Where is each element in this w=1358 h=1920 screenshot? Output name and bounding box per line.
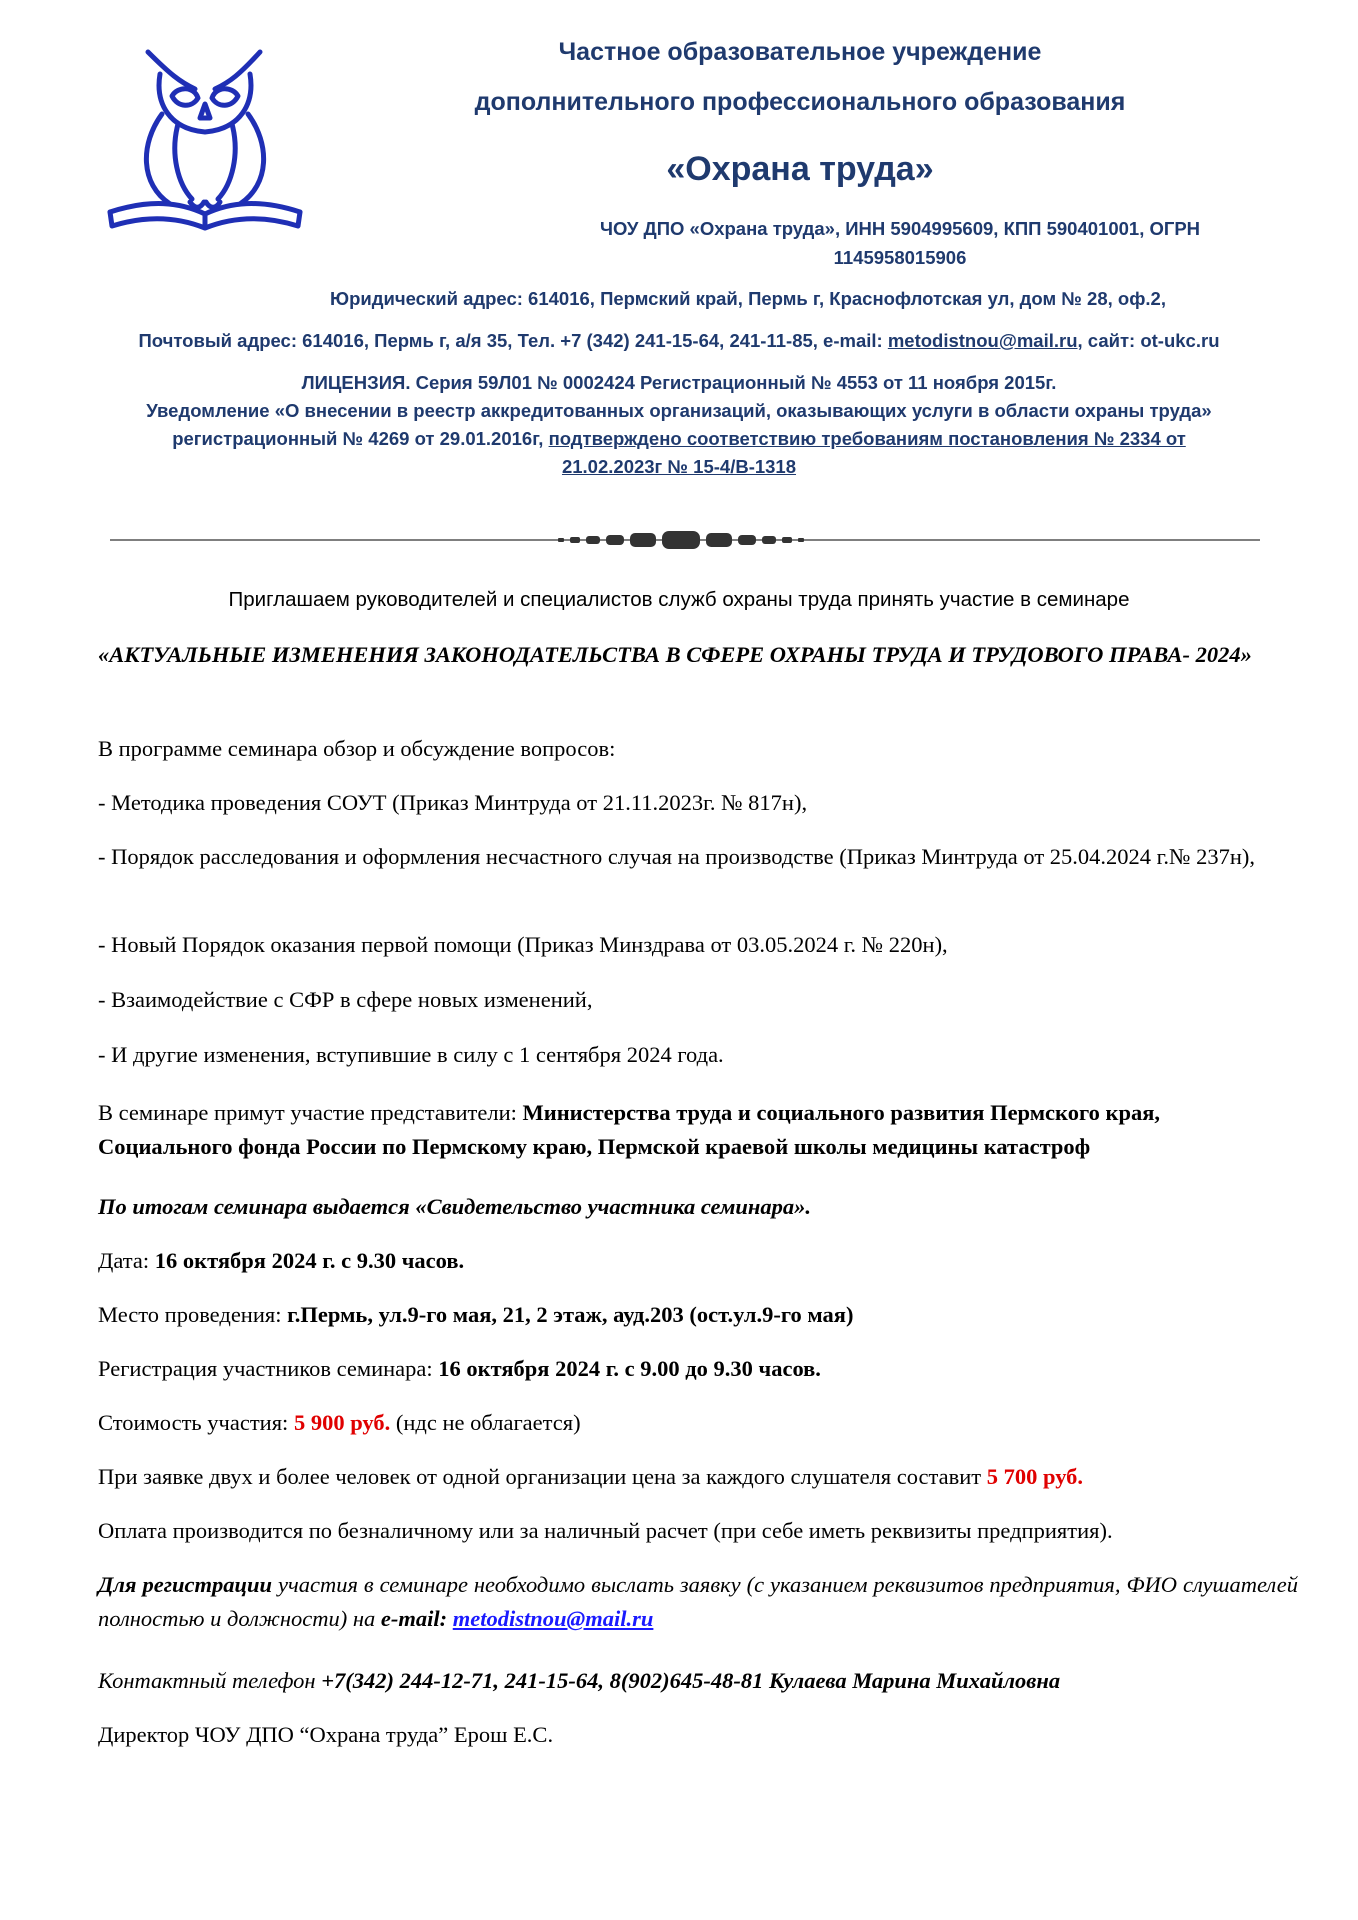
cost-suffix: (ндс не облагается)	[390, 1410, 581, 1435]
date-label: Дата:	[98, 1248, 155, 1273]
registration-label: Регистрация участников семинара:	[98, 1356, 439, 1381]
license-line1: ЛИЦЕНЗИЯ. Серия 59Л01 № 0002424 Регистрационный № 4553 от 11 ноября 2015г.	[301, 372, 1057, 393]
license-line3-text: регистрационный № 4269 от 29.01.2016г,	[172, 428, 549, 449]
org-name: «Охрана труда»	[666, 150, 934, 188]
license-line2: Уведомление «О внесении в реестр аккредитованных организаций, оказывающих услуги в области охраны труда»	[146, 400, 1212, 421]
registration-value: 16 октября 2024 г. с 9.00 до 9.30 часов.	[438, 1356, 821, 1381]
org-title-line1: Частное образовательное учреждение	[558, 38, 1042, 66]
postal-address-text: Почтовый адрес: 614016, Пермь г, а/я 35, Тел. +7 (342) 241-15-64, 241-11-85, e-mail:	[138, 330, 888, 351]
site-text: , сайт: ot-ukc.ru	[1077, 330, 1220, 351]
group-price-row	[98, 1460, 1298, 1494]
place-label: Место проведения:	[98, 1302, 288, 1327]
apply-instructions	[98, 1568, 1298, 1636]
license-line4[interactable]: 21.02.2023г № 15-4/В-1318	[561, 456, 797, 477]
license-line3	[0, 428, 1358, 450]
participants-list: Министерства труда и социального развития Пермского края, Социального фонда России по Пермскому краю, Пермской краевой школы медицины катастроф	[98, 1100, 1161, 1159]
date-value: 16 октября 2024 г. с 9.30 часов.	[154, 1248, 465, 1273]
program-item: - И другие изменения, вступившие в силу с 1 сентября 2024 года.	[98, 1042, 724, 1067]
certificate-note: По итогам семинара выдается «Свидетельство участника семинара».	[98, 1194, 811, 1219]
program-item: - Взаимодействие с СФР в сфере новых изменений,	[98, 987, 593, 1012]
group-text: При заявке двух и более человек от одной организации цена за каждого слушателя составит	[98, 1464, 987, 1489]
apply-text: участия в семинаре необходимо выслать заявку (с указанием реквизитов предприятия, ФИО слушателей полностью и должности) на	[98, 1572, 1298, 1631]
program-item: - Методика проведения СОУТ (Приказ Минтруда от 21.11.2023г. № 817н),	[98, 790, 808, 815]
registration-line2: 1145958015906	[833, 247, 967, 268]
contact-row	[98, 1664, 1298, 1698]
program-intro: В программе семинара обзор и обсуждение вопросов:	[98, 736, 616, 761]
legal-address: Юридический адрес: 614016, Пермский край, Пермь г, Краснофлотская ул, дом № 28, оф.2,	[330, 288, 1166, 309]
owl-logo-icon	[100, 34, 310, 234]
apply-email-label: e-mail:	[380, 1606, 453, 1631]
ornament-divider	[110, 528, 1260, 552]
apply-email-link[interactable]: metodistnou@mail.ru	[452, 1606, 654, 1631]
apply-bold: Для регистрации	[98, 1572, 273, 1597]
participants	[98, 1096, 1298, 1164]
org-title-line2: дополнительного профессионального образования	[474, 88, 1126, 116]
group-price: 5 700 руб.	[986, 1464, 1084, 1489]
place-value: г.Пермь, ул.9-го мая, 21, 2 этаж, ауд.203 (ост.ул.9-го мая)	[287, 1302, 854, 1327]
contact-value: +7(342) 244-12-71, 241-15-64, 8(902)645-48-81 Кулаева Марина Михайловна	[321, 1668, 1061, 1693]
date-row	[98, 1244, 1298, 1278]
seminar-title: «АКТУАЛЬНЫЕ ИЗМЕНЕНИЯ ЗАКОНОДАТЕЛЬСТВА В СФЕРЕ ОХРАНЫ ТРУДА И ТРУДОВОГО ПРАВА- 2024»	[98, 642, 1252, 667]
registration-row	[98, 1352, 1298, 1386]
place-row	[98, 1298, 1298, 1332]
cost-row	[98, 1406, 1298, 1440]
header-email-link[interactable]: metodistnou@mail.ru	[887, 330, 1078, 351]
program-item: - Порядок расследования и оформления несчастного случая на производстве (Приказ Минтруда от 25.04.2024 г.№ 237н),	[98, 844, 1255, 869]
cost-value: 5 900 руб.	[293, 1410, 391, 1435]
payment-note: Оплата производится по безналичному или за наличный расчет (при себе иметь реквизиты предприятия).	[98, 1518, 1113, 1543]
invite-text: Приглашаем руководителей и специалистов служб охраны труда принять участие в семинаре	[228, 588, 1130, 611]
postal-address	[0, 330, 1358, 352]
signature: Директор ЧОУ ДПО “Охрана труда” Ерош Е.С.	[98, 1722, 554, 1747]
cost-label: Стоимость участия:	[98, 1410, 294, 1435]
license-link[interactable]: подтверждено соответствию требованиям постановления № 2334 от	[548, 428, 1186, 449]
program-item: - Новый Порядок оказания первой помощи (Приказ Минздрава от 03.05.2024 г. № 220н),	[98, 932, 948, 957]
registration-line1: ЧОУ ДПО «Охрана труда», ИНН 5904995609, КПП 590401001, ОГРН	[599, 218, 1201, 239]
contact-label: Контактный телефон	[98, 1668, 322, 1693]
participants-label: В семинаре примут участие представители:	[98, 1100, 523, 1125]
